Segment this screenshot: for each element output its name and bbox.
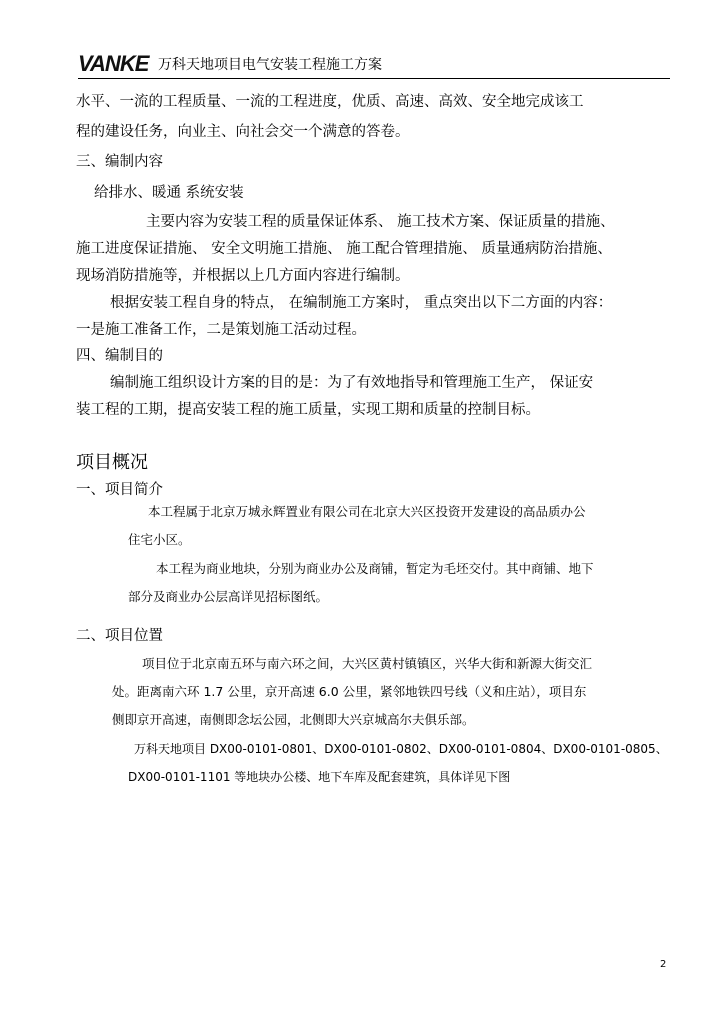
body-text-line: 住宅小区。: [128, 532, 191, 547]
section-subheading: 给排水、暖通 系统安装: [94, 185, 244, 201]
body-text-line: 装工程的工期，提高安装工程的施工质量，实现工期和质量的控制目标。: [76, 402, 540, 418]
body-text-line: 一是施工准备工作，二是策划施工活动过程。: [76, 322, 366, 338]
chapter-heading: 项目概况: [76, 452, 148, 473]
body-text-line: 本工程属于北京万城永辉置业有限公司在北京大兴区投资开发建设的高品质办公: [148, 504, 586, 519]
body-text-line: 根据安装工程自身的特点， 在编制施工方案时， 重点突出以下二方面的内容：: [110, 295, 613, 311]
page-number: 2: [660, 959, 667, 970]
body-text-line: 处。距离南六环 1.7 公里，京开高速 6.0 公里，紧邻地铁四号线（义和庄站），项目东: [112, 684, 587, 699]
body-text-line: 程的建设任务，向业主、向社会交一个满意的答卷。: [76, 124, 410, 140]
body-text-line: 编制施工组织设计方案的目的是：为了有效地指导和管理施工生产， 保证安: [110, 375, 594, 391]
body-text-line: 施工进度保证措施、 安全文明施工措施、 施工配合管理措施、 质量通病防治措施、: [76, 241, 612, 257]
body-text-line: 主要内容为安装工程的质量保证体系、 施工技术方案、保证质量的措施、: [146, 214, 615, 230]
body-text-line: 侧即京开高速，南侧即念坛公园，北侧即大兴京城高尔夫俱乐部。: [112, 712, 475, 727]
body-text-line: 部分及商业办公层高详见招标图纸。: [128, 589, 329, 604]
section-heading: 一、项目简介: [76, 482, 163, 498]
section-heading: 二、项目位置: [76, 628, 163, 644]
body-text-line: 本工程为商业地块，分别为商业办公及商铺，暂定为毛坯交付。其中商铺、地下: [156, 561, 594, 576]
body-text-line: 现场消防措施等，并根据以上几方面内容进行编制。: [76, 268, 410, 284]
section-heading: 三、编制内容: [76, 154, 163, 170]
body-text-line: 项目位于北京南五环与南六环之间，大兴区黄村镇镇区，兴华大街和新源大街交汇: [142, 656, 593, 671]
header-divider: [78, 78, 670, 79]
body-text-line: 水平、一流的工程质量、一流的工程进度，优质、高速、高效、安全地完成该工: [76, 94, 584, 110]
page-header: [78, 50, 670, 80]
header-title: 万科天地项目电气安装工程施工方案: [158, 57, 382, 73]
body-text-line: DX00-0101-1101 等地块办公楼、地下车库及配套建筑，具体详见下图: [128, 770, 511, 784]
body-text-line: 万科天地项目 DX00-0101-0801、DX00-0101-0802、DX00-0101-0804、DX00-0101-0805、: [134, 742, 668, 756]
section-heading: 四、编制目的: [76, 348, 163, 364]
vanke-logo: VANKE: [78, 51, 149, 76]
